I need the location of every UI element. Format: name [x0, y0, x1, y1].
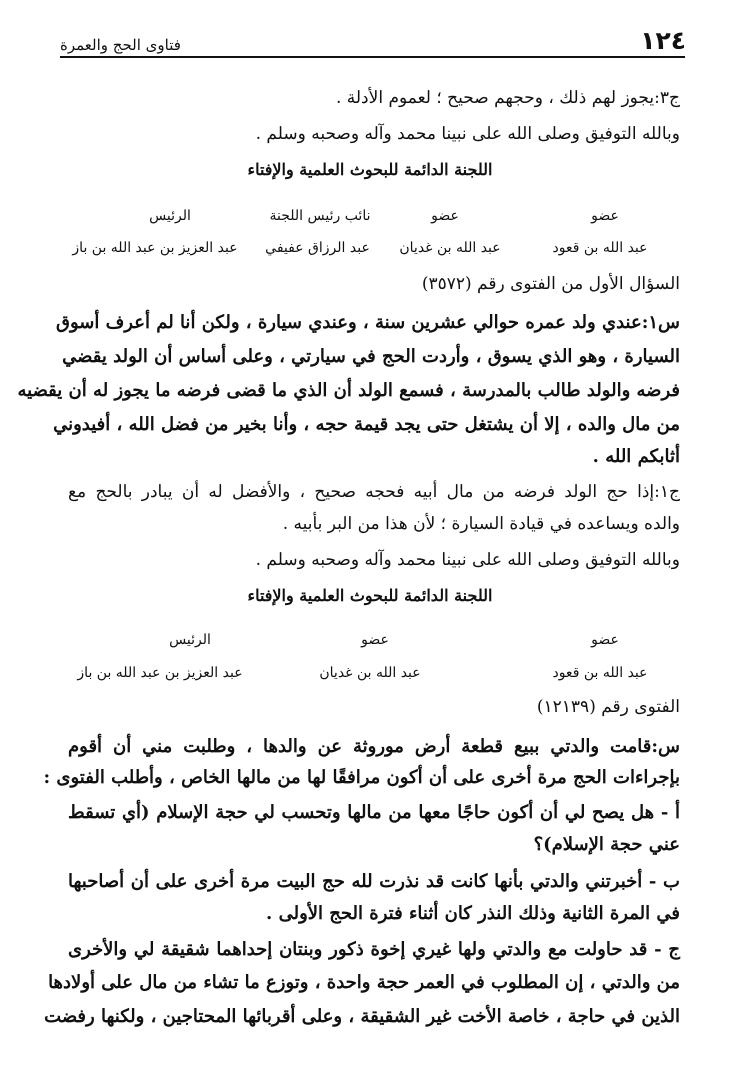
signatory-role: الرئيس	[169, 632, 211, 648]
signatory-name: عبد الله بن غديان	[399, 240, 501, 256]
answer-line: والده ويساعده في قيادة السيارة ؛ لأن هذا من البر بأبيه .	[282, 514, 680, 534]
question-line: بإجراءات الحج مرة أخرى على أن أكون مرافقًا لها من مالها الخاص ، وأطلب الفتوى :	[43, 767, 680, 788]
question-line: الذين في حاجة ، خاصة الأخت غير الشقيقة ، وعلى أقربائها المحتاجين ، ولكنها رفضت	[44, 1006, 680, 1027]
page-number: ١٢٤	[640, 26, 686, 55]
signatory-role: نائب رئيس اللجنة	[269, 208, 371, 224]
question-line: س:قامت والدتي ببيع قطعة أرض موروثة عن والدها ، وطلبت مني أن أقوم	[68, 736, 680, 757]
signatory-name: عبد الله بن قعود	[552, 240, 648, 256]
question-line: أثابكم الله .	[592, 446, 680, 467]
signatory-name: عبد العزيز بن عبد الله بن باز	[72, 240, 238, 256]
question-line: س١:عندي ولد عمره حوالي عشرين سنة ، وعندي سيارة ، ولكن أنا لم أعرف أسوق	[56, 312, 680, 333]
answer-line: ج١:إذا حج الولد فرضه من مال أبيه فحجه صحيح ، والأفضل له أن يبادر بالحج مع	[68, 482, 680, 502]
signatory-name: عبد الله بن قعود	[552, 665, 648, 681]
signatory-name: عبد الرزاق عفيفي	[265, 240, 370, 256]
question-line: فرضه والولد طالب بالمدرسة ، فسمع الولد أن الذي ما قضى فرضه ما يجوز له أن يقضيه	[17, 380, 680, 401]
question-line: ج - قد حاولت مع والدتي ولها غيري إخوة ذكور وبنتان إحداهما شقيقة لي والأخرى	[68, 939, 680, 960]
signatory-role: عضو	[361, 632, 389, 648]
signatory-name: عبد العزيز بن عبد الله بن باز	[77, 665, 243, 681]
signatory-role: عضو	[431, 208, 459, 224]
fatwa-reference: السؤال الأول من الفتوى رقم (٣٥٧٢)	[421, 274, 680, 294]
signatory-role: عضو	[591, 632, 619, 648]
committee-title: اللجنة الدائمة للبحوث العلمية والإفتاء	[247, 586, 493, 605]
question-line: ب - أخبرتني والدتي بأنها كانت قد نذرت لله حج البيت مرة أخرى على أن أصاحبها	[68, 871, 680, 892]
question-line: السيارة ، وهو الذي يسوق ، وأردت الحج في سيارتي ، وعلى أساس أن الولد يقضي	[62, 346, 680, 367]
header-rule	[60, 56, 685, 58]
signatory-name: عبد الله بن غديان	[319, 665, 421, 681]
closing-blessing: وبالله التوفيق وصلى الله على نبينا محمد وآله وصحبه وسلم .	[255, 550, 680, 570]
question-line: في المرة الثانية وذلك النذر كان أثناء فترة الحج الأولى .	[266, 903, 680, 924]
running-title: فتاوى الحج والعمرة	[60, 36, 181, 54]
question-line: عني حجة الإسلام)؟	[533, 834, 680, 855]
question-line: من والدتي ، إن المطلوب في العمر حجة واحدة ، وتوزع ما تشاء من مال على أولادها	[48, 972, 680, 993]
committee-title: اللجنة الدائمة للبحوث العلمية والإفتاء	[247, 160, 493, 179]
answer-3: ج٣:يجوز لهم ذلك ، وحجهم صحيح ؛ لعموم الأدلة .	[335, 88, 680, 108]
signatory-role: عضو	[591, 208, 619, 224]
fatwa-reference: الفتوى رقم (١٢١٣٩)	[536, 697, 680, 717]
question-line: أ - هل يصح لي أن أكون حاجًا معها من مالها وتحسب لي حجة الإسلام (أي تسقط	[68, 802, 680, 823]
question-line: من مال والده ، إلا أن يشتغل حتى يجد قيمة حجه ، وأنا بخير من فضل الله ، أفيدوني	[53, 414, 680, 435]
closing-blessing: وبالله التوفيق وصلى الله على نبينا محمد وآله وصحبه وسلم .	[255, 124, 680, 144]
signatory-role: الرئيس	[149, 208, 191, 224]
